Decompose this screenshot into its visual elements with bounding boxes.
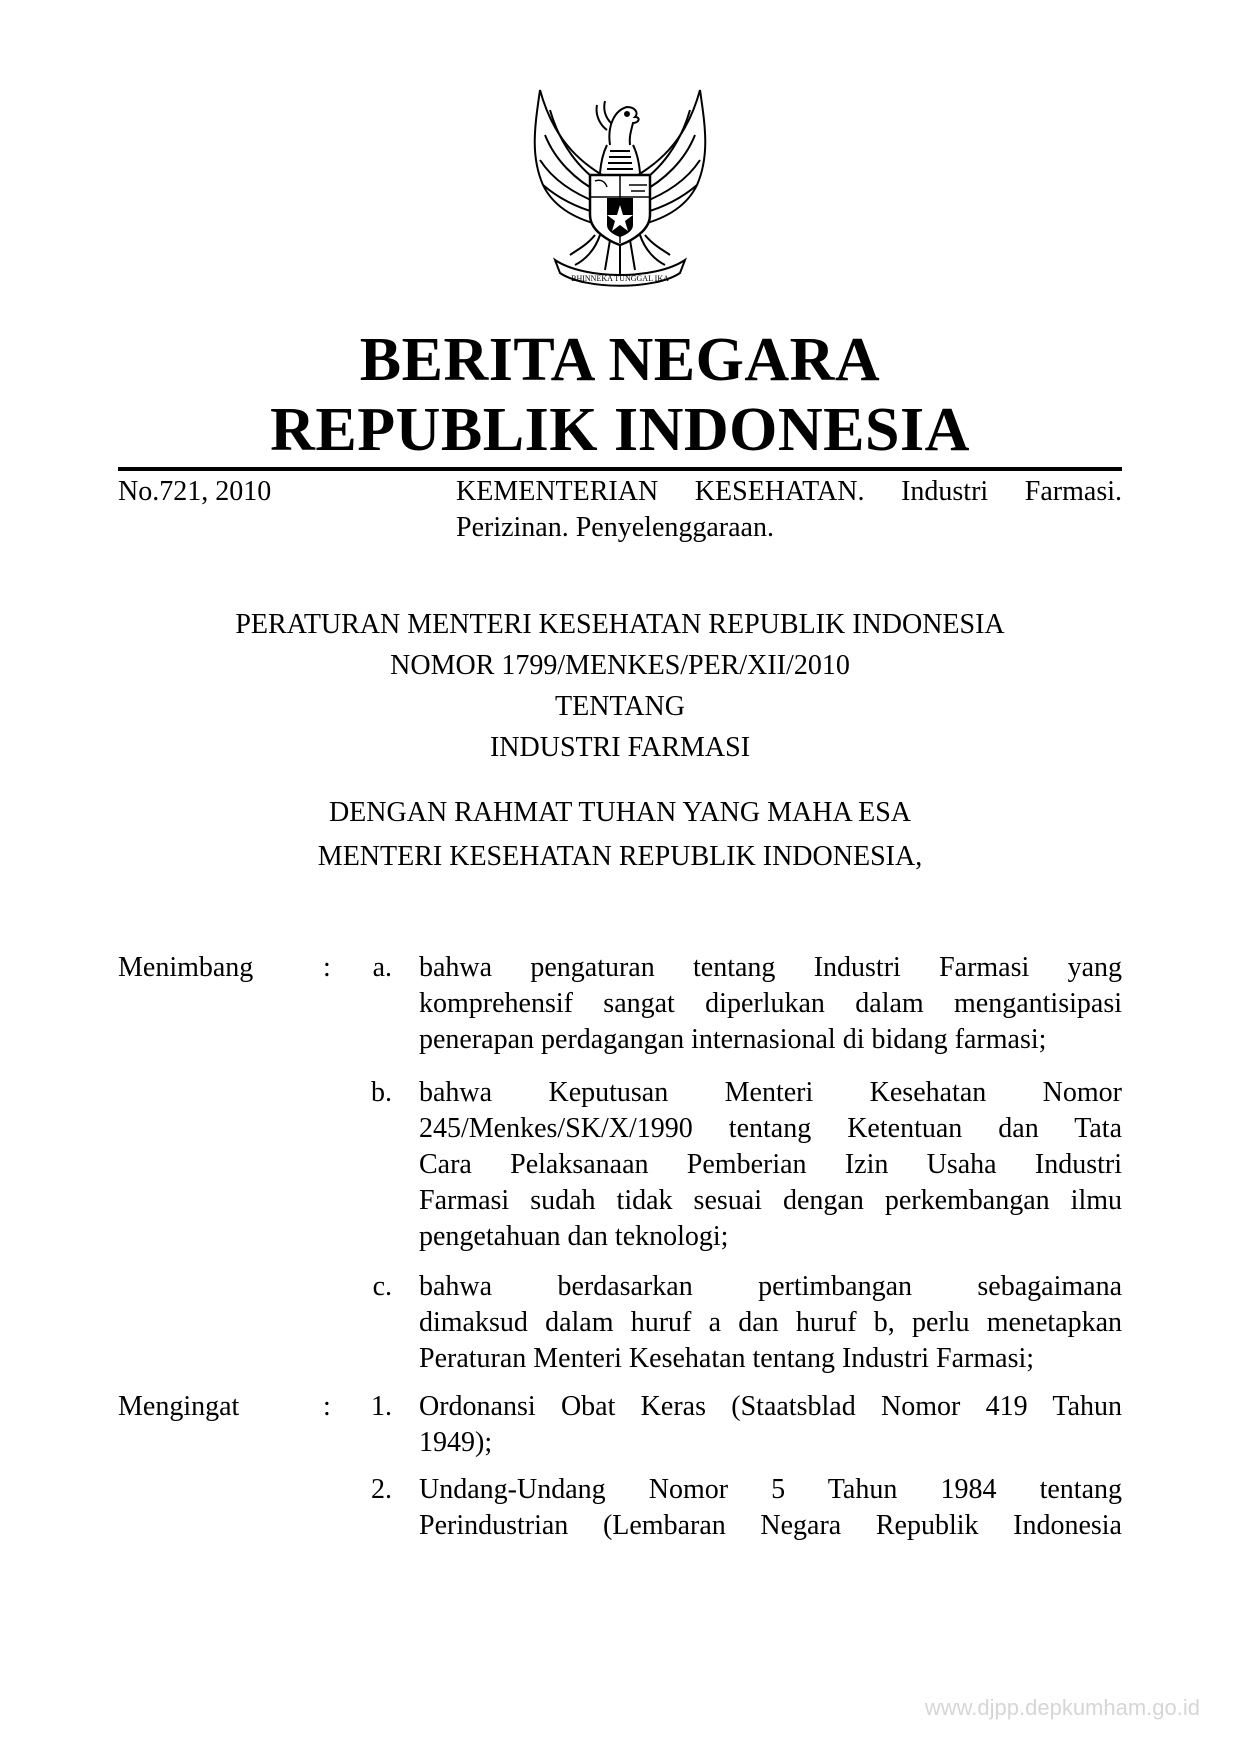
- subject-line-2: Perizinan. Penyelenggaraan.: [456, 512, 774, 543]
- watermark-url: www.djpp.depkumham.go.id: [924, 1695, 1200, 1720]
- menimbang-label: Menimbang: [118, 952, 254, 983]
- list-item: [419, 1075, 1122, 1255]
- preamble-line: MENTERI KESEHATAN REPUBLIK INDONESIA,: [317, 841, 923, 872]
- item-line: bahwa berdasarkan pertimbangan sebagaimana: [419, 1271, 1122, 1302]
- list-item: [419, 1269, 1122, 1377]
- regulation-subject: INDUSTRI FARMASI: [489, 732, 751, 763]
- regulation-number: NOMOR 1799/MENKES/PER/XII/2010: [390, 650, 850, 681]
- publication-title: BERITA NEGARA: [359, 326, 881, 394]
- item-line: komprehensif sangat diperlukan dalam mengantisipasi: [419, 988, 1122, 1019]
- item-line: Peraturan Menteri Kesehatan tentang Industri Farmasi;: [419, 1343, 1035, 1374]
- item-line: Undang-Undang Nomor 5 Tahun 1984 tentang: [419, 1474, 1122, 1505]
- regulation-line: PERATURAN MENTERI KESEHATAN REPUBLIK INDONESIA: [235, 609, 1005, 640]
- item-line: 245/Menkes/SK/X/1990 tentang Ketentuan dan Tata: [419, 1113, 1122, 1144]
- item-line: Ordonansi Obat Keras (Staatsblad Nomor 419 Tahun: [419, 1391, 1122, 1422]
- item-line: bahwa Keputusan Menteri Kesehatan Nomor: [419, 1077, 1122, 1108]
- publication-number: No.721, 2010: [118, 476, 272, 507]
- list-item: [419, 1389, 1122, 1461]
- publication-subtitle: REPUBLIK INDONESIA: [270, 396, 970, 464]
- item-line: pengetahuan dan teknologi;: [419, 1221, 729, 1252]
- item-line: Farmasi sudah tidak sesuai dengan perkembangan ilmu: [419, 1185, 1122, 1216]
- item-line: dimaksud dalam huruf a dan huruf b, perlu menetapkan: [419, 1307, 1122, 1338]
- list-item: [419, 950, 1122, 1058]
- subject-line-1: KEMENTERIAN KESEHATAN. Industri Farmasi.: [456, 476, 1122, 507]
- list-marker: a.: [372, 952, 392, 983]
- item-line: bahwa pengaturan tentang Industri Farmasi yang: [419, 952, 1122, 983]
- item-line: 1949);: [419, 1427, 493, 1458]
- svg-text:BHINNEKA TUNGGAL IKA: BHINNEKA TUNGGAL IKA: [571, 274, 669, 283]
- item-line: penerapan perdagangan internasional di bidang farmasi;: [419, 1024, 1047, 1055]
- menimbang-colon: :: [323, 952, 331, 983]
- garuda-emblem-icon: [515, 85, 725, 300]
- list-marker: 2.: [371, 1474, 392, 1505]
- list-marker: c.: [372, 1271, 392, 1302]
- list-marker: 1.: [371, 1391, 392, 1422]
- mengingat-colon: :: [323, 1391, 331, 1422]
- item-line: Cara Pelaksanaan Pemberian Izin Usaha Industri: [419, 1149, 1122, 1180]
- regulation-heading: [120, 604, 1120, 768]
- preamble-line: DENGAN RAHMAT TUHAN YANG MAHA ESA: [328, 797, 912, 828]
- list-marker: b.: [371, 1077, 392, 1108]
- preamble: [120, 791, 1120, 879]
- header-divider: [118, 467, 1122, 471]
- item-line: Perindustrian (Lembaran Negara Republik Indonesia: [419, 1510, 1122, 1541]
- regulation-tentang: TENTANG: [555, 691, 685, 722]
- mengingat-label: Mengingat: [118, 1391, 240, 1422]
- list-item: [419, 1472, 1122, 1544]
